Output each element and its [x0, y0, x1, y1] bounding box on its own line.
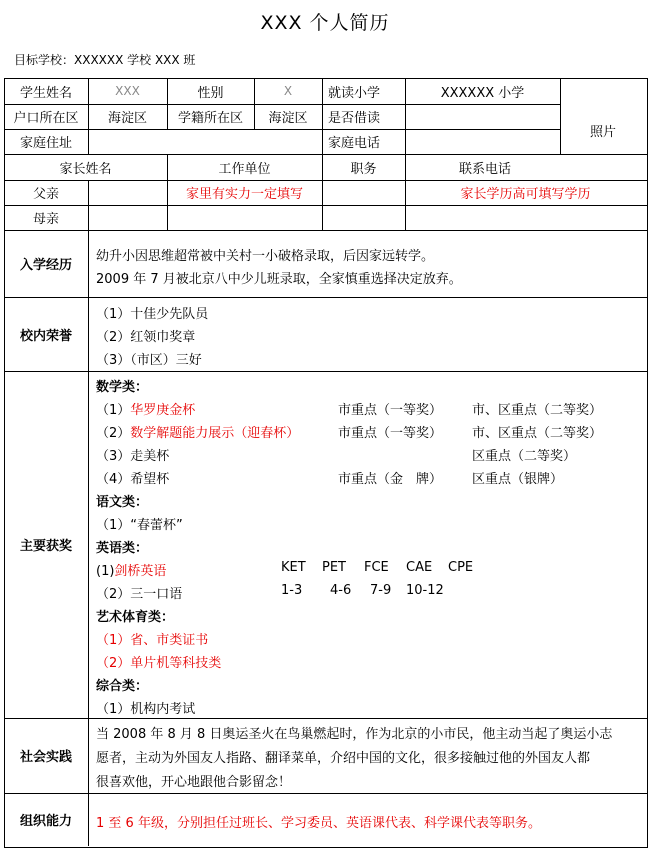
- general-header: 综合类：: [96, 679, 149, 694]
- entry-line: 幼升小因思维超常被中关村一小破格录取，后因家远转学。: [96, 249, 435, 264]
- award-level-city: 市重点（一等奖）: [338, 426, 443, 441]
- phone-label: 家庭电话: [328, 136, 381, 151]
- row-divider: [4, 297, 647, 298]
- award-number: (1): [96, 564, 115, 579]
- award-name: 希望杯: [130, 472, 170, 487]
- education-note: 家长学历高可填写学历: [460, 187, 591, 202]
- english-award-row: （2）三一口语: [96, 587, 183, 602]
- row-divider: [4, 205, 647, 206]
- father-label: 父亲: [32, 187, 59, 202]
- award-name: 剑桥英语: [114, 564, 167, 579]
- honors-section-label: 校内荣誉: [19, 328, 72, 344]
- honor-item: （2）红领巾奖章: [96, 330, 196, 345]
- award-level-district: 市、区重点（二等奖）: [472, 426, 603, 441]
- photo-placeholder: 照片: [589, 124, 616, 140]
- award-level-district: 市、区重点（二等奖）: [472, 403, 603, 418]
- hukou-label: 户口所在区: [13, 111, 79, 126]
- math-header: 数学类：: [96, 380, 149, 395]
- chinese-header: 语文类：: [96, 495, 149, 510]
- target-school: 目标学校：XXXXXX 学校 XXX 班: [14, 53, 196, 67]
- english-level: FCE: [364, 560, 389, 575]
- award-level-city: 市重点（金 牌）: [338, 472, 443, 487]
- row-divider: [4, 371, 647, 372]
- social-section-label: 社会实践: [19, 750, 72, 765]
- math-award-row: [96, 468, 169, 487]
- awards-section-label: 主要获奖: [19, 539, 72, 554]
- entry-line: 2009 年 7 月被北京八中少儿班录取，全家慎重选择决定放弃。: [96, 272, 462, 287]
- xueji-label: 学籍所在区: [177, 111, 243, 126]
- honor-item: （1）十佳少先队员: [96, 307, 209, 322]
- col-divider: [88, 230, 89, 846]
- gender-label: 性别: [197, 85, 224, 101]
- award-name: 华罗庚金杯: [130, 403, 196, 418]
- school-value-text: XXXXXX 小学: [440, 85, 525, 101]
- math-award-row: [96, 399, 195, 418]
- org-section-label: 组织能力: [19, 814, 72, 829]
- xueji-value: 海淀区: [268, 111, 308, 126]
- work-unit-header: 工作单位: [218, 161, 271, 177]
- english-level: PET: [322, 560, 346, 575]
- row-divider: [4, 230, 647, 231]
- student-name-label: 学生姓名: [19, 85, 72, 101]
- social-line: 很喜欢他，开心地跟他合影留念！: [96, 775, 292, 790]
- english-header: 英语类：: [96, 541, 149, 556]
- page-title: XXX 个人简历: [260, 12, 390, 34]
- job-header: 职务: [350, 161, 377, 177]
- hukou-value: 海淀区: [107, 111, 147, 126]
- student-name-value: XXX: [115, 84, 140, 98]
- col-divider: [88, 180, 89, 230]
- gender-value: X: [283, 84, 293, 98]
- award-number: （3）: [96, 449, 131, 464]
- award-level-district: 区重点（银牌）: [472, 472, 564, 487]
- english-level: CPE: [448, 560, 474, 575]
- borrow-label: 是否借读: [328, 111, 381, 126]
- entry-section-label: 入学经历: [19, 258, 72, 273]
- parent-name-header: 家长姓名: [59, 161, 112, 177]
- honor-item: （3）（市区）三好: [96, 353, 202, 368]
- work-note: 家里有实力一定填写: [185, 187, 303, 202]
- award-level-city: 市重点（一等奖）: [338, 403, 443, 418]
- award-name: 数学解题能力展示（迎春杯）: [130, 426, 300, 441]
- school-value: [405, 78, 560, 104]
- school-label: 就读小学: [328, 85, 381, 101]
- address-label: 家庭住址: [19, 136, 72, 151]
- chinese-award: （1）“春蕾杯”: [96, 518, 183, 533]
- award-name: 走美杯: [130, 449, 170, 464]
- mother-label: 母亲: [32, 212, 59, 227]
- award-number: （1）: [96, 403, 131, 418]
- art-award: （1）省、市类证书: [96, 633, 209, 648]
- general-award: （1）机构内考试: [96, 702, 196, 717]
- row-divider: [4, 718, 647, 719]
- trinity-level: 4-6: [330, 583, 352, 598]
- art-award: （2）单片机等科技类: [96, 656, 222, 671]
- english-level: KET: [281, 560, 306, 575]
- trinity-level: 7-9: [370, 583, 392, 598]
- trinity-level: 1-3: [281, 583, 303, 598]
- contact-header: 联系电话: [458, 161, 511, 177]
- math-award-row: [96, 445, 169, 464]
- english-award-row: [96, 560, 166, 579]
- art-header: 艺术体育类：: [96, 610, 175, 625]
- english-level: CAE: [406, 560, 433, 575]
- social-line: 愿者，主动为外国友人指路、翻译菜单，介绍中国的文化，很多接触过他的外国友人都: [96, 751, 591, 766]
- award-number: （4）: [96, 472, 131, 487]
- award-level-district: 区重点（二等奖）: [472, 449, 577, 464]
- math-award-row: [96, 422, 299, 441]
- col-divider: [322, 180, 323, 230]
- trinity-level: 10-12: [406, 583, 444, 598]
- org-line: 1 至 6 年级，分别担任过班长、学习委员、英语课代表、科学课代表等职务。: [96, 816, 541, 831]
- social-line: 当 2008 年 8 月 8 日奥运圣火在鸟巢燃起时，作为北京的小市民，他主动当起了奥运小志: [96, 727, 613, 742]
- award-number: （2）: [96, 426, 131, 441]
- row-divider: [4, 793, 647, 794]
